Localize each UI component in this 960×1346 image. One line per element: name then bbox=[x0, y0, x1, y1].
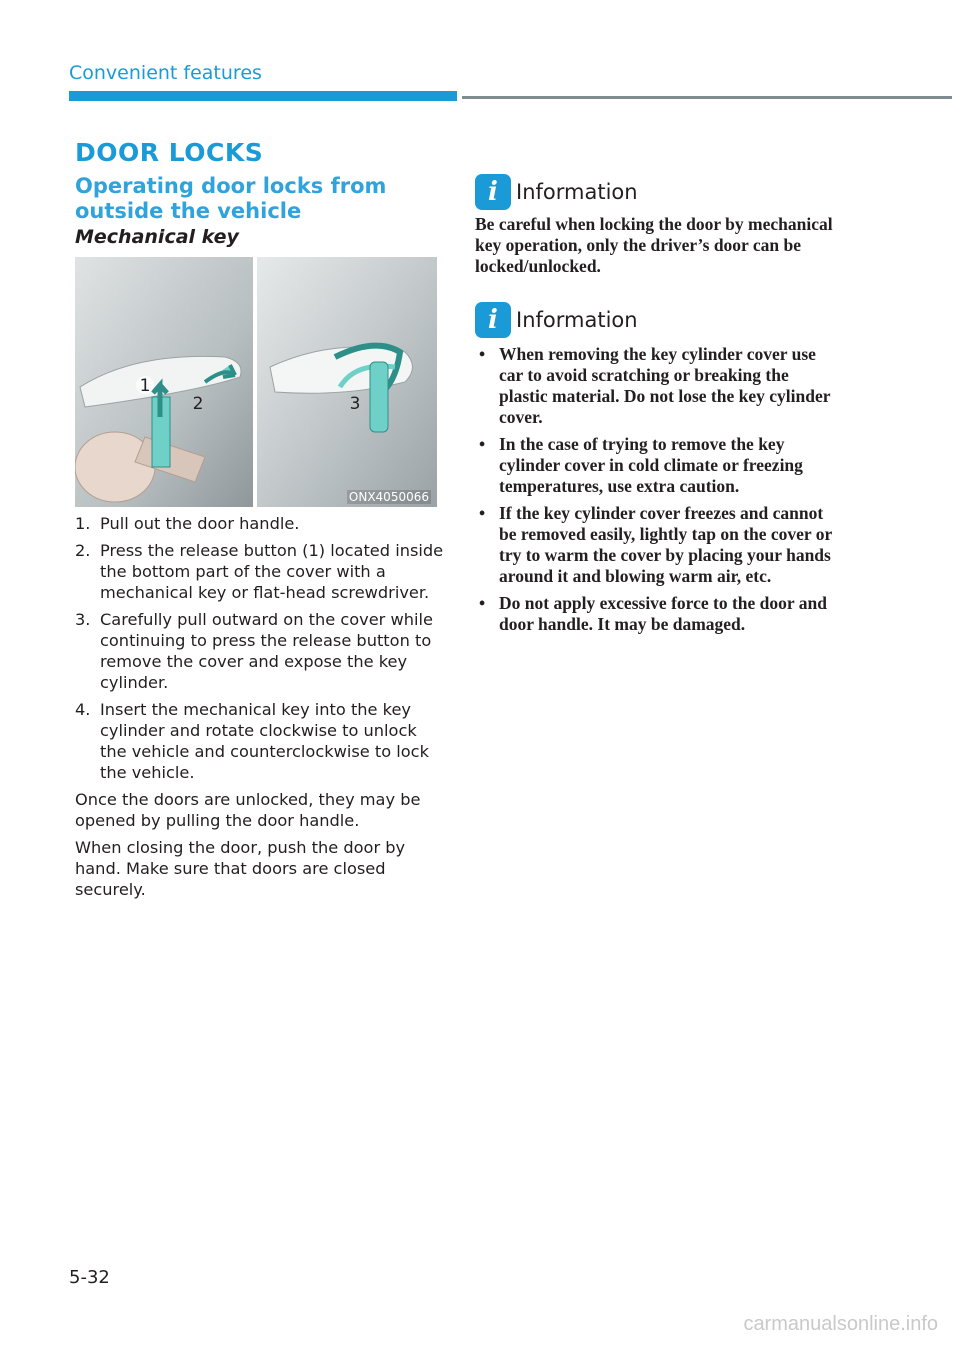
info-bullet: • When removing the key cylinder cover use car to avoid scratching or breaking the plastic material. Do not lose the key cylinder cover. bbox=[479, 344, 831, 427]
info-bullet-text: If the key cylinder cover freezes and cannot be removed easily, lightly tap on the cover or try to warm the cover by placing your hands around it and blowing warm air, etc. bbox=[499, 503, 832, 586]
step-number: 3. bbox=[75, 610, 91, 629]
step-text: Insert the mechanical key into the key cylinder and rotate clockwise to unlock the vehicle and counterclockwise to lock the vehicle. bbox=[100, 700, 429, 782]
info-bullet-text: When removing the key cylinder cover use car to avoid scratching or breaking the plastic material. Do not lose the key cylinder cover. bbox=[499, 344, 831, 427]
step-item bbox=[75, 540, 445, 603]
svg-text:1: 1 bbox=[139, 376, 151, 396]
info-bullet: • If the key cylinder cover freezes and cannot be removed easily, lightly tap on the cover or try to warm the cover by placing your hands around it and blowing warm air, etc. bbox=[479, 503, 832, 586]
info-header bbox=[475, 302, 840, 338]
info-header bbox=[475, 174, 840, 210]
subsubsection-title: Mechanical key bbox=[75, 226, 239, 248]
header-rule-blue bbox=[69, 91, 457, 101]
subsection-title: Operating door locks from outside the vehicle bbox=[75, 174, 387, 223]
section-title: DOOR LOCKS bbox=[75, 138, 264, 167]
info-title: Information bbox=[516, 180, 638, 204]
step-text: Pull out the door handle. bbox=[100, 514, 300, 533]
information-box-2 bbox=[475, 302, 840, 641]
callout-2 bbox=[193, 394, 204, 414]
step-text: Press the release button (1) located inside the bottom part of the cover with a mechanical key or flat-head screwdriver. bbox=[100, 541, 444, 602]
callout-3 bbox=[350, 394, 361, 414]
step-item bbox=[75, 699, 445, 783]
header-title: Convenient features bbox=[69, 62, 262, 84]
step-number: 1. bbox=[75, 514, 91, 533]
steps-list bbox=[75, 513, 445, 906]
door-handle-illustration bbox=[75, 257, 437, 507]
door-handle-figure bbox=[75, 257, 437, 507]
info-title: Information bbox=[516, 308, 638, 332]
body-paragraph: When closing the door, push the door by hand. Make sure that doors are closed securely. bbox=[75, 838, 406, 899]
info-icon: i bbox=[475, 174, 511, 210]
info-bullet-text: Do not apply excessive force to the door and door handle. It may be damaged. bbox=[499, 593, 827, 634]
info-icon: i bbox=[475, 302, 511, 338]
info-bullet-list bbox=[475, 344, 840, 635]
step-item bbox=[75, 513, 445, 534]
svg-text:3: 3 bbox=[349, 394, 361, 414]
step-number: 2. bbox=[75, 541, 91, 560]
watermark: carmanualsonline.info bbox=[743, 1313, 938, 1335]
page-number: 5-32 bbox=[69, 1267, 110, 1288]
step-text: Carefully pull outward on the cover while continuing to press the release button to remove the cover and expose the key cylinder. bbox=[100, 610, 433, 692]
step-number: 4. bbox=[75, 700, 91, 719]
step-item bbox=[75, 609, 445, 693]
info-bullet: • Do not apply excessive force to the door and door handle. It may be damaged. bbox=[479, 593, 827, 634]
body-paragraph: Once the doors are unlocked, they may be opened by pulling the door handle. bbox=[75, 790, 421, 830]
header-rule-grey bbox=[462, 96, 952, 99]
info-bullet: • In the case of trying to remove the key cylinder cover in cold climate or freezing temperatures, use extra caution. bbox=[479, 434, 803, 496]
information-box-1 bbox=[475, 174, 840, 277]
info-bullet-text: In the case of trying to remove the key cylinder cover in cold climate or freezing temperatures, use extra caution. bbox=[499, 434, 803, 496]
figure-code: ONX4050066 bbox=[348, 490, 429, 504]
info-text: Be careful when locking the door by mechanical key operation, only the driver’s door can be locked/unlocked. bbox=[475, 214, 833, 276]
svg-text:2: 2 bbox=[192, 394, 204, 414]
